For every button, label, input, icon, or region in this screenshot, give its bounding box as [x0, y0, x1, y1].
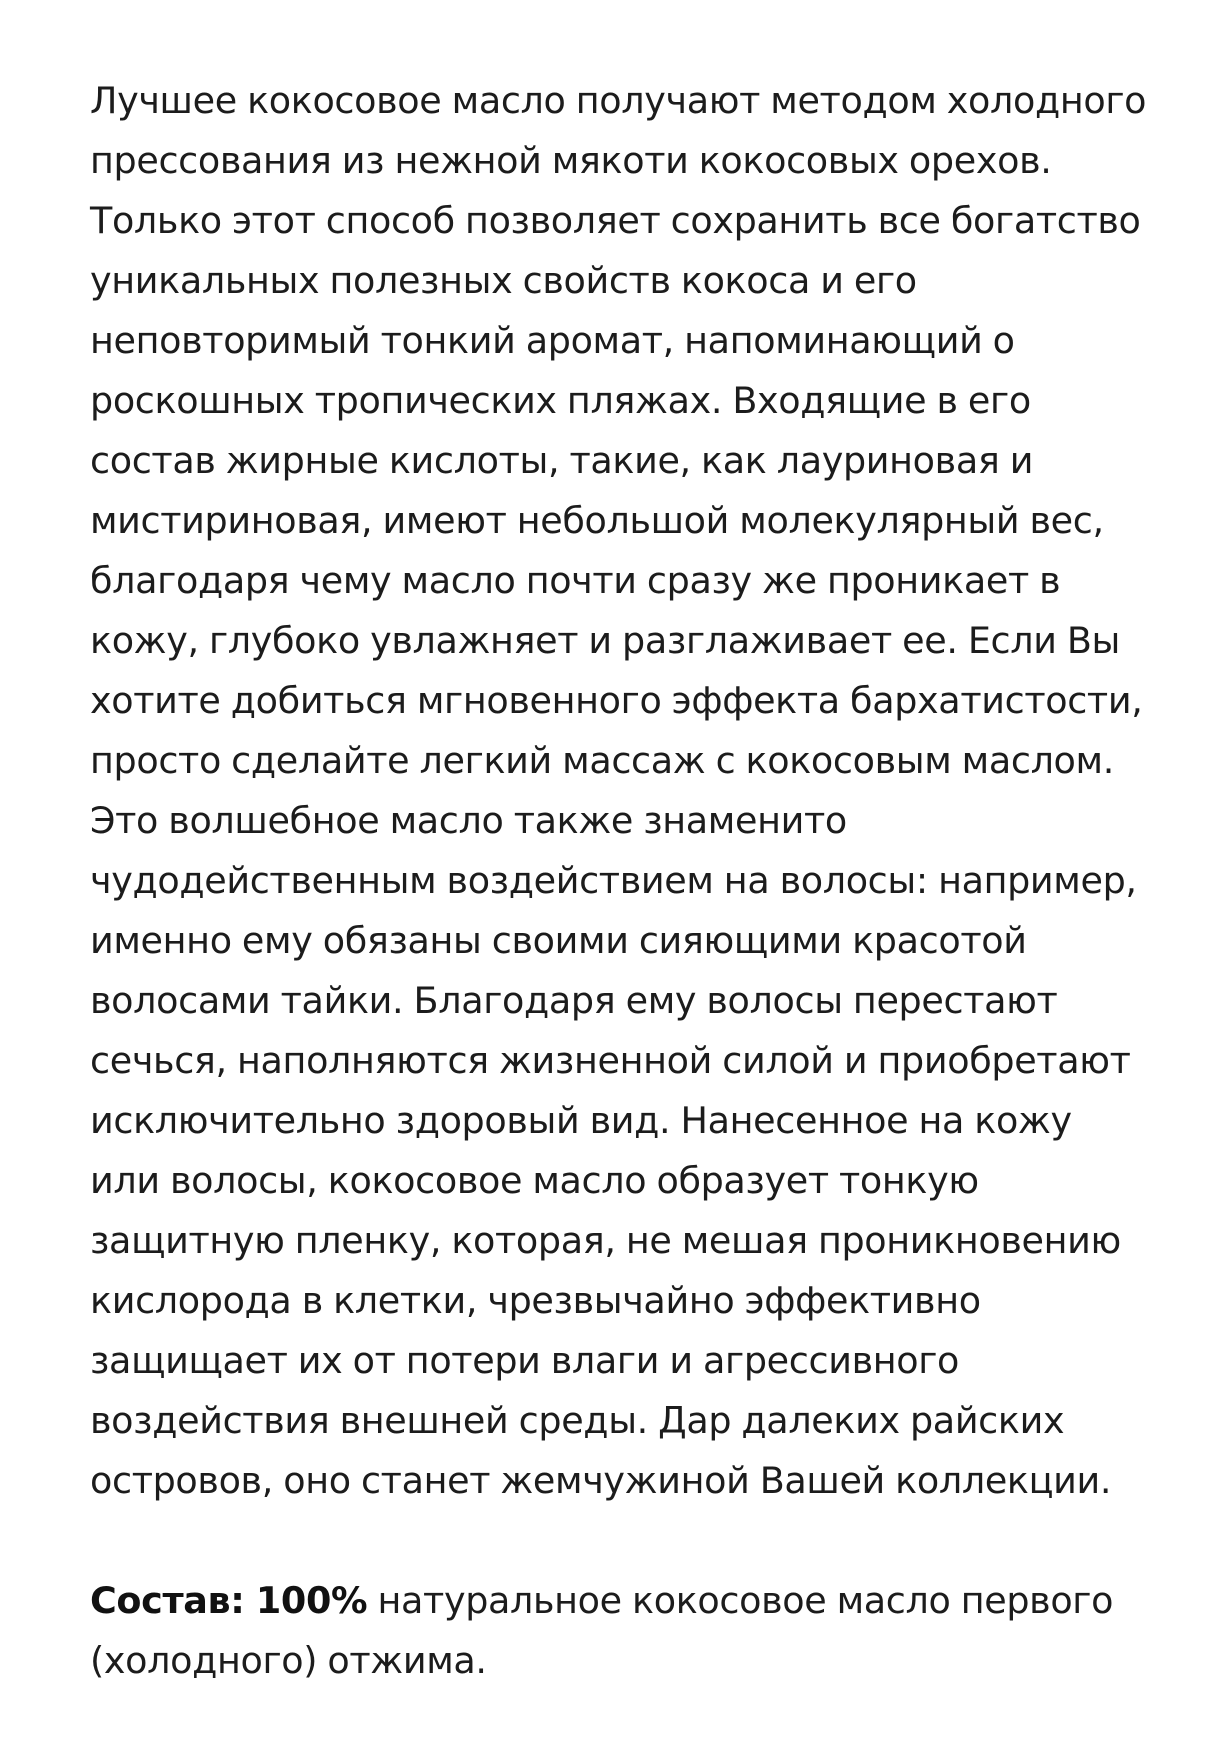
composition-line [90, 1571, 1170, 1631]
description-line: Это волшебное масло также знаменито [90, 799, 847, 842]
description-line: воздействия внешней среды. Дар далеких райских [90, 1399, 1065, 1442]
composition-text: натуральное кокосовое масло первого [367, 1579, 1114, 1622]
description-line: просто сделайте легкий массаж с кокосовым маслом. [90, 739, 1114, 782]
description-line: Только этот способ позволяет сохранить все богатство [90, 199, 1141, 242]
description-line: мистириновая, имеют небольшой молекулярный вес, [90, 499, 1104, 542]
description-line: неповторимый тонкий аромат, напоминающий о [90, 319, 1015, 362]
description-paragraph [90, 71, 1170, 1511]
description-line: защитную пленку, которая, не мешая проникновению [90, 1219, 1121, 1262]
description-line: уникальных полезных свойств кокоса и его [90, 259, 917, 302]
description-line: сечься, наполняются жизненной силой и приобретают [90, 1039, 1131, 1082]
description-line: состав жирные кислоты, такие, как лауриновая и [90, 439, 1034, 482]
description-line: Лучшее кокосовое масло получают методом холодного [90, 79, 1147, 122]
description-line: кислорода в клетки, чрезвычайно эффективно [90, 1279, 981, 1322]
description-line: волосами тайки. Благодаря ему волосы перестают [90, 979, 1058, 1022]
description-line: благодаря чему масло почти сразу же проникает в [90, 559, 1061, 602]
composition-paragraph [90, 1571, 1170, 1691]
description-line: именно ему обязаны своими сияющими красотой [90, 919, 1027, 962]
composition-line: (холодного) отжима. [90, 1639, 487, 1682]
paragraph-spacer [90, 1511, 1170, 1571]
description-line: прессования из нежной мякоти кокосовых орехов. [90, 139, 1052, 182]
description-line: или волосы, кокосовое масло образует тонкую [90, 1159, 979, 1202]
description-line: чудодейственным воздействием на волосы: например, [90, 859, 1137, 902]
description-line: кожу, глубоко увлажняет и разглаживает ее. Если Вы [90, 619, 1121, 662]
composition-label: Состав: 100% [90, 1579, 368, 1622]
description-line: исключительно здоровый вид. Нанесенное на кожу [90, 1099, 1072, 1142]
description-line: роскошных тропических пляжах. Входящие в его [90, 379, 1031, 422]
description-line: защищает их от потери влаги и агрессивного [90, 1339, 960, 1382]
description-line: островов, оно станет жемчужиной Вашей коллекции. [90, 1459, 1112, 1502]
description-line: хотите добиться мгновенного эффекта бархатистости, [90, 679, 1143, 722]
product-description [90, 71, 1170, 1691]
